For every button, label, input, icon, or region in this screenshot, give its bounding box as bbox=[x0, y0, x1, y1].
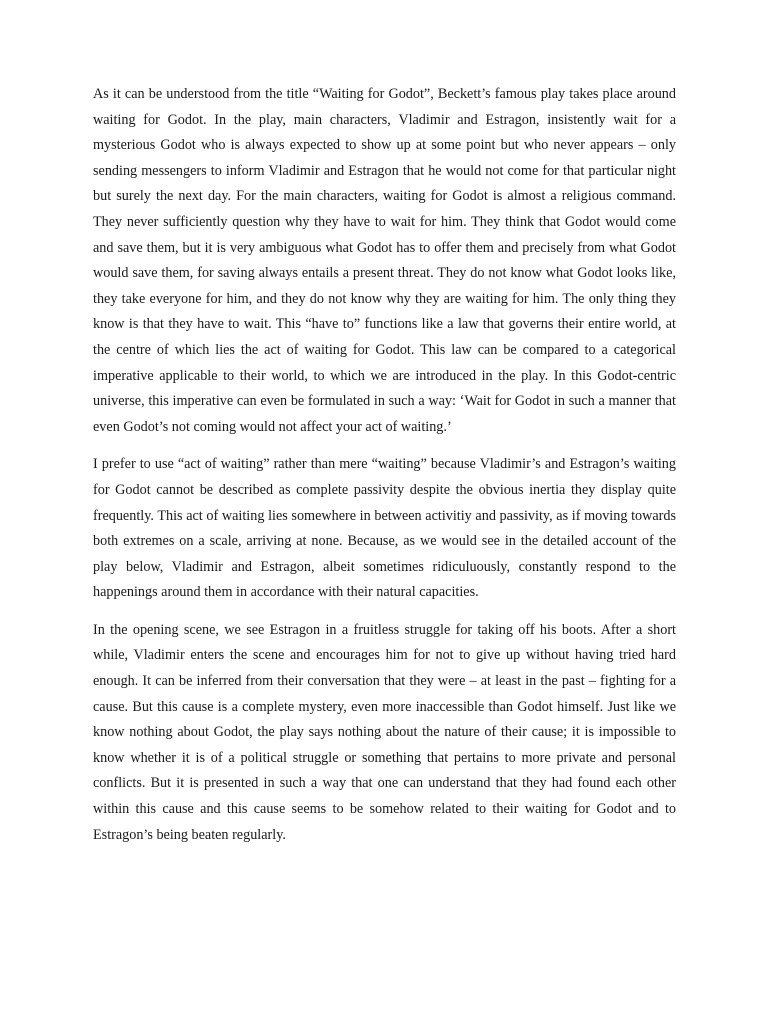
document-body bbox=[93, 82, 676, 860]
paragraph-2: I prefer to use “act of waiting” rather than mere “waiting” because Vladimir’s and Estragon’s waiting for Godot cannot be described as complete passivity despite the obvious inertia they display quite frequently. This act of waiting lies somewhere in between activitiy and passivity, as if moving towards both extremes on a scale, arriving at none. Because, as we would see in the detailed account of the play below, Vladimir and Estragon, albeit sometimes ridiculuously, constantly respond to the happenings around them in accordance with their natural capacities. bbox=[93, 456, 676, 601]
paragraph-1: As it can be understood from the title “Waiting for Godot”, Beckett’s famous play takes place around waiting for Godot. In the play, main characters, Vladimir and Estragon, insistently wait for a mysterious Godot who is always expected to show up at some point but who never appears – only sending messengers to inform Vladimir and Estragon that he would not come for that particular night but surely the next day. For the main characters, waiting for Godot is almost a religious command. They never sufficiently question why they have to wait for him. They think that Godot would come and save them, but it is very ambiguous what Godot has to offer them and precisely from what Godot would save them, for saving always entails a present threat. They do not know what Godot looks like, they take everyone for him, and they do not know why they are waiting for him. The only thing they know is that they have to wait. This “have to” functions like a law that governs their entire world, at the centre of which lies the act of waiting for Godot. This law can be compared to a categorical imperative applicable to their world, to which we are introduced in the play. In this Godot-centric universe, this imperative can even be formulated in such a way: ‘Wait for Godot in such a manner that even Godot’s not coming would not affect your act of waiting.’ bbox=[93, 86, 676, 435]
paragraph-3: In the opening scene, we see Estragon in a fruitless struggle for taking off his boots. After a short while, Vladimir enters the scene and encourages him for not to give up without having tried hard enough. It can be inferred from their conversation that they were – at least in the past – fighting for a cause. But this cause is a complete mystery, even more inaccessible than Godot himself. Just like we know nothing about Godot, the play says nothing about the nature of their cause; it is impossible to know whether it is of a political struggle or something that pertains to more private and personal conflicts. But it is presented in such a way that one can understand that they had found each other within this cause and this cause seems to be somehow related to their waiting for Godot and to Estragon’s being beaten regularly. bbox=[93, 621, 676, 843]
